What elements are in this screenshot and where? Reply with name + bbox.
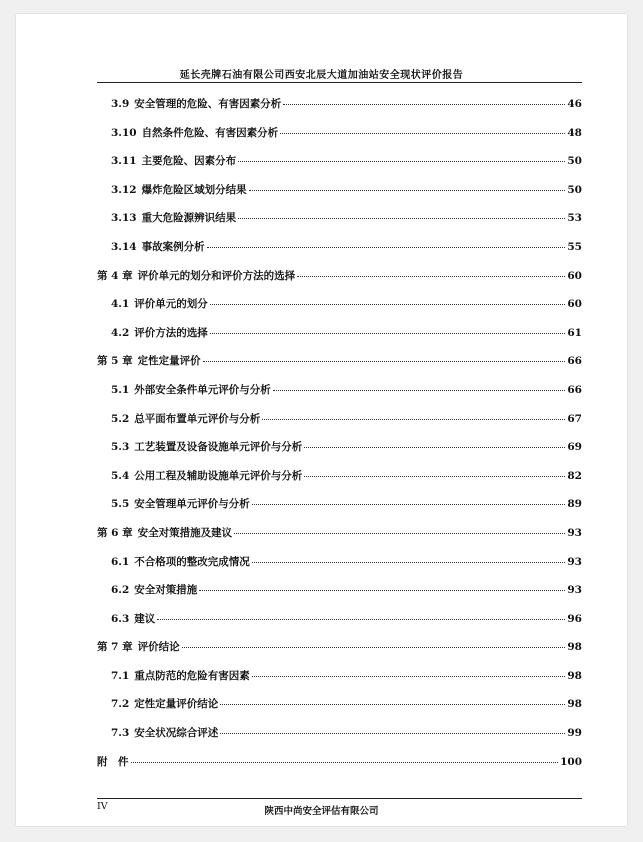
toc-entry-label: 工艺装置及设备设施单元评价与分析 <box>134 441 303 454</box>
toc-entry-label: 自然条件危险、有害因素分析 <box>141 126 279 139</box>
toc-dot-leader <box>203 361 566 362</box>
toc-entry-label: 安全对策措施 <box>134 584 198 597</box>
toc-entry-number: 4.1 <box>111 298 130 311</box>
toc-dot-leader <box>182 647 566 648</box>
toc-entry-number: 3.14 <box>111 240 137 253</box>
toc-entry-page: 61 <box>567 326 582 339</box>
toc-entry[interactable] <box>97 182 582 211</box>
toc-entry[interactable] <box>97 754 582 783</box>
toc-dot-leader <box>238 218 565 219</box>
toc-entry[interactable] <box>97 525 582 554</box>
toc-entry[interactable] <box>97 411 582 440</box>
toc-entry-number: 6.1 <box>111 555 130 568</box>
toc-entry[interactable] <box>97 268 582 297</box>
toc-entry-label: 评价结论 <box>137 641 180 654</box>
toc-entry-number: 7.1 <box>111 669 130 682</box>
toc-entry-number: 6.3 <box>111 612 130 625</box>
toc-dot-leader <box>252 504 566 505</box>
toc-entry-label: 评价单元的划分和评价方法的选择 <box>137 269 296 282</box>
toc-dot-leader <box>273 390 566 391</box>
toc-entry-number: 5.2 <box>111 412 130 425</box>
toc-entry-number: 3.10 <box>111 126 137 139</box>
toc-entry-label: 不合格项的整改完成情况 <box>134 555 250 568</box>
toc-entry-label: 安全管理的危险、有害因素分析 <box>134 98 282 110</box>
toc-entry-page: 55 <box>567 240 582 253</box>
footer-page-number: IV <box>97 801 108 812</box>
toc-entry-label: 评价方法的选择 <box>134 326 208 339</box>
toc-dot-leader <box>249 190 566 191</box>
toc-entry[interactable] <box>97 696 582 725</box>
toc-dot-leader <box>157 619 565 620</box>
toc-entry-label: 定性定量评价结论 <box>134 698 219 711</box>
footer-divider <box>97 798 582 799</box>
header-divider <box>97 82 582 83</box>
toc-entry-page: 60 <box>567 269 582 282</box>
toc-dot-leader <box>220 704 565 705</box>
toc-dot-leader <box>210 304 566 305</box>
header-title: 延长壳牌石油有限公司西安北辰大道加油站安全现状评价报告 <box>179 70 464 81</box>
toc-entry-number: 5.5 <box>111 498 130 511</box>
toc-dot-leader <box>252 676 566 677</box>
toc-entry-label: 评价单元的划分 <box>134 298 208 311</box>
toc-entry[interactable] <box>97 468 582 497</box>
toc-entry-label: 公用工程及辅助设施单元评价与分析 <box>134 469 303 482</box>
toc-entry-number: 7.3 <box>111 727 130 740</box>
toc-entry[interactable] <box>97 296 582 325</box>
toc-entry-page: 98 <box>567 669 582 682</box>
toc-entry-page: 50 <box>567 183 582 196</box>
toc-entry-number: 3.11 <box>111 155 137 168</box>
toc-dot-leader <box>238 161 565 162</box>
document-page <box>16 14 627 826</box>
toc-entry-page: 93 <box>567 555 582 568</box>
toc-entry[interactable] <box>97 554 582 583</box>
toc-entry[interactable] <box>97 639 582 668</box>
toc-entry-number: 第 5 章 <box>97 355 133 368</box>
toc-entry-number: 5.1 <box>111 383 130 396</box>
toc-dot-leader <box>234 533 565 534</box>
toc-entry[interactable] <box>97 239 582 268</box>
toc-entry-page: 93 <box>567 526 582 539</box>
table-of-contents <box>97 96 582 782</box>
toc-entry[interactable] <box>97 668 582 697</box>
toc-entry-label: 定性定量评价 <box>137 355 201 368</box>
toc-entry-number: 第 4 章 <box>97 269 133 282</box>
toc-entry[interactable] <box>97 582 582 611</box>
toc-entry-label: 安全对策措施及建议 <box>137 526 233 539</box>
toc-entry[interactable] <box>97 210 582 239</box>
toc-entry-page: 46 <box>567 98 582 110</box>
toc-entry-page: 53 <box>567 212 582 225</box>
footer-company: 陕西中尚安全评估有限公司 <box>264 806 379 817</box>
toc-entry-number: 4.2 <box>111 326 130 339</box>
toc-entry-page: 98 <box>567 698 582 711</box>
toc-dot-leader <box>131 762 559 763</box>
toc-entry[interactable] <box>97 382 582 411</box>
toc-entry-label: 安全管理单元评价与分析 <box>134 498 250 511</box>
toc-entry[interactable] <box>97 153 582 182</box>
toc-dot-leader <box>280 133 565 134</box>
toc-entry-page: 98 <box>567 641 582 654</box>
toc-entry-page: 96 <box>567 612 582 625</box>
toc-entry-page: 48 <box>567 126 582 139</box>
toc-dot-leader <box>252 562 566 563</box>
toc-entry-number: 3.9 <box>111 98 130 110</box>
toc-entry-page: 69 <box>567 441 582 454</box>
toc-entry-number: 第 6 章 <box>97 526 133 539</box>
toc-entry-label: 安全状况综合评述 <box>134 727 219 740</box>
toc-entry-label: 重点防范的危险有害因素 <box>134 669 250 682</box>
toc-entry-label: 重大危险源辨识结果 <box>141 212 237 225</box>
toc-entry-number: 5.3 <box>111 441 130 454</box>
toc-entry-label: 外部安全条件单元评价与分析 <box>134 383 271 396</box>
toc-entry-label: 事故案例分析 <box>141 240 205 253</box>
toc-entry-page: 50 <box>567 155 582 168</box>
toc-entry[interactable] <box>97 353 582 382</box>
toc-entry-label: 建议 <box>134 612 156 625</box>
toc-entry-page: 60 <box>567 298 582 311</box>
toc-dot-leader <box>199 590 565 591</box>
toc-dot-leader <box>210 333 566 334</box>
toc-entry-number: 第 7 章 <box>97 641 133 654</box>
toc-entry[interactable] <box>97 725 582 754</box>
toc-entry[interactable] <box>97 125 582 154</box>
toc-entry-number: 3.13 <box>111 212 137 225</box>
toc-entry[interactable] <box>97 496 582 525</box>
toc-entry-number: 7.2 <box>111 698 130 711</box>
toc-entry[interactable] <box>97 325 582 354</box>
toc-entry-page: 66 <box>567 383 582 396</box>
toc-entry-page: 82 <box>567 469 582 482</box>
toc-entry-page: 66 <box>567 355 582 368</box>
toc-entry-number: 6.2 <box>111 584 130 597</box>
toc-dot-leader <box>283 104 565 105</box>
toc-entry-number: 5.4 <box>111 469 130 482</box>
toc-dot-leader <box>207 247 566 248</box>
toc-entry-page: 67 <box>567 412 582 425</box>
toc-entry-label: 爆炸危险区域划分结果 <box>141 183 247 196</box>
toc-entry[interactable] <box>97 96 582 125</box>
toc-entry[interactable] <box>97 611 582 640</box>
toc-dot-leader <box>304 447 565 448</box>
toc-dot-leader <box>304 476 565 477</box>
toc-entry-number: 3.12 <box>111 183 137 196</box>
toc-entry-label: 总平面布置单元评价与分析 <box>134 412 261 425</box>
toc-entry-page: 100 <box>560 755 582 768</box>
toc-entry-page: 89 <box>567 498 582 511</box>
toc-entry-label: 附 件 <box>97 755 129 768</box>
toc-dot-leader <box>262 419 565 420</box>
toc-entry-page: 99 <box>567 727 582 740</box>
toc-dot-leader <box>297 276 565 277</box>
toc-entry-label: 主要危险、因素分布 <box>141 155 237 168</box>
toc-entry[interactable] <box>97 439 582 468</box>
toc-dot-leader <box>220 733 565 734</box>
toc-entry-page: 93 <box>567 584 582 597</box>
